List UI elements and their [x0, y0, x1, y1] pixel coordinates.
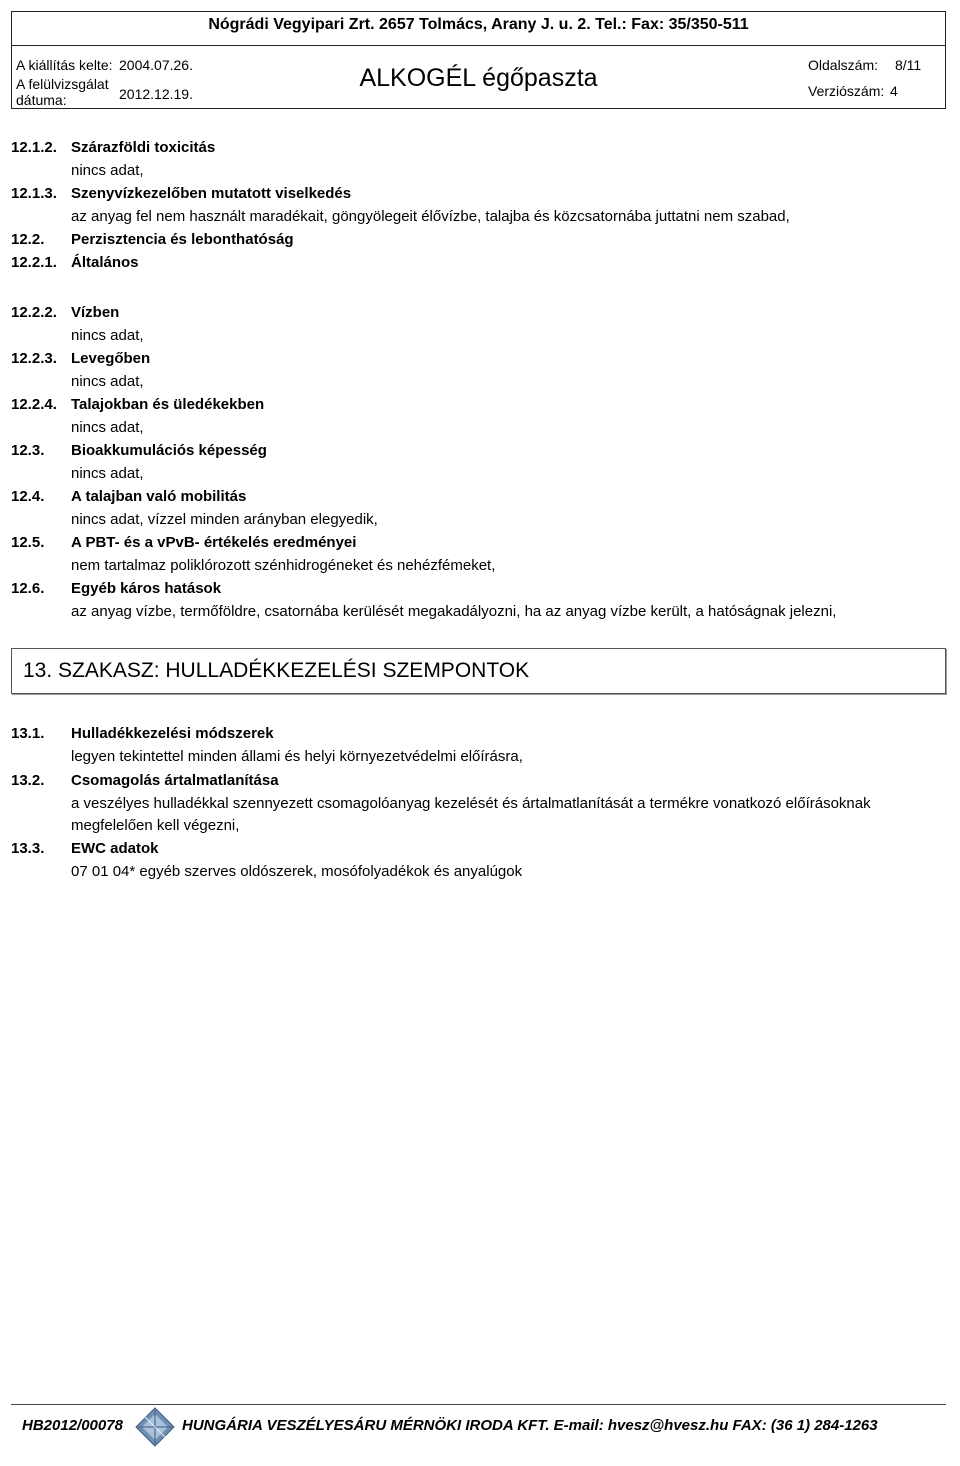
section-heading: Perzisztencia és lebonthatóság [71, 231, 294, 248]
section-text: nincs adat, [71, 327, 144, 344]
section-text: nem tartalmaz poliklórozott szénhidrogéneket és nehézfémeket, [71, 557, 496, 574]
header-divider [12, 45, 945, 46]
section-number: 13.1. [11, 725, 45, 742]
section-number: 12.1.3. [11, 185, 57, 202]
footer-company-info: HUNGÁRIA VESZÉLYESÁRU MÉRNÖKI IRODA KFT. E-mail: hvesz@hvesz.hu FAX: (36 1) 284-1263 [182, 1417, 878, 1434]
section-text: nincs adat, [71, 419, 144, 436]
document-title: ALKOGÉL égőpaszta [359, 64, 598, 92]
footer-document-id: HB2012/00078 [22, 1417, 123, 1434]
revision-date-label: A felülvizsgálat dátuma: [16, 76, 109, 108]
section-text: 07 01 04* egyéb szerves oldószerek, mosófolyadékok és anyalúgok [71, 863, 523, 880]
issue-date-value: 2004.07.26. [119, 57, 193, 73]
section-text: nincs adat, [71, 465, 144, 482]
section-heading: Szenyvízkezelőben mutatott viselkedés [71, 185, 352, 202]
section-number: 12.2.3. [11, 350, 57, 367]
company-logo-icon [134, 1406, 176, 1448]
section-heading: Levegőben [71, 350, 151, 367]
section-heading: Csomagolás ártalmatlanítása [71, 772, 279, 789]
section-13-banner [11, 648, 946, 694]
section-heading: Hulladékkezelési módszerek [71, 725, 274, 742]
section-text: nincs adat, [71, 162, 144, 179]
section-heading: Vízben [71, 304, 120, 321]
version-label: Verziószám: [808, 83, 885, 99]
section-13-title: 13. SZAKASZ: HULLADÉKKEZELÉSI SZEMPONTOK [23, 659, 530, 682]
section-number: 12.6. [11, 580, 45, 597]
section-heading: Általános [71, 254, 139, 271]
footer-divider [11, 1404, 946, 1405]
section-text: a veszélyes hulladékkal szennyezett csomagolóanyag kezelését és ártalmatlanítását a termékre vonatkozó előírásoknak [71, 795, 871, 812]
page-number-label: Oldalszám: [808, 57, 879, 73]
section-number: 13.2. [11, 772, 45, 789]
version-value: 4 [890, 83, 898, 99]
company-info: Nógrádi Vegyipari Zrt. 2657 Tolmács, Arany J. u. 2. Tel.: Fax: 35/350-511 [208, 16, 749, 33]
section-text: nincs adat, vízzel minden arányban elegyedik, [71, 511, 378, 528]
section-heading: A talajban való mobilitás [71, 488, 247, 505]
issue-date-label: A kiállítás kelte: [16, 57, 113, 73]
section-text: nincs adat, [71, 373, 144, 390]
section-heading: Egyéb káros hatások [71, 580, 222, 597]
section-number: 13.3. [11, 840, 45, 857]
section-heading: EWC adatok [71, 840, 159, 857]
section-number: 12.3. [11, 442, 45, 459]
section-number: 12.1.2. [11, 139, 57, 156]
revision-date-value: 2012.12.19. [119, 86, 193, 102]
section-number: 12.5. [11, 534, 45, 551]
section-text: legyen tekintettel minden állami és helyi környezetvédelmi előírásra, [71, 748, 523, 765]
section-number: 12.2. [11, 231, 45, 248]
section-text: megfelelően kell végezni, [71, 817, 240, 834]
section-heading: A PBT- és a vPvB- értékelés eredményei [71, 534, 357, 551]
section-number: 12.2.1. [11, 254, 57, 271]
section-heading: Talajokban és üledékekben [71, 396, 265, 413]
section-number: 12.2.2. [11, 304, 57, 321]
document-header [11, 11, 946, 109]
section-heading: Bioakkumulációs képesség [71, 442, 267, 459]
page-number-value: 8/11 [895, 57, 922, 73]
section-heading: Szárazföldi toxicitás [71, 139, 216, 156]
section-number: 12.4. [11, 488, 45, 505]
section-text: az anyag fel nem használt maradékait, göngyölegeit élővízbe, talajba és közcsatornába juttatni nem szabad, [71, 208, 790, 225]
section-number: 12.2.4. [11, 396, 57, 413]
section-text: az anyag vízbe, termőföldre, csatornába kerülését megakadályozni, ha az anyag vízbe került, a hatóságnak jelezni, [71, 603, 837, 620]
